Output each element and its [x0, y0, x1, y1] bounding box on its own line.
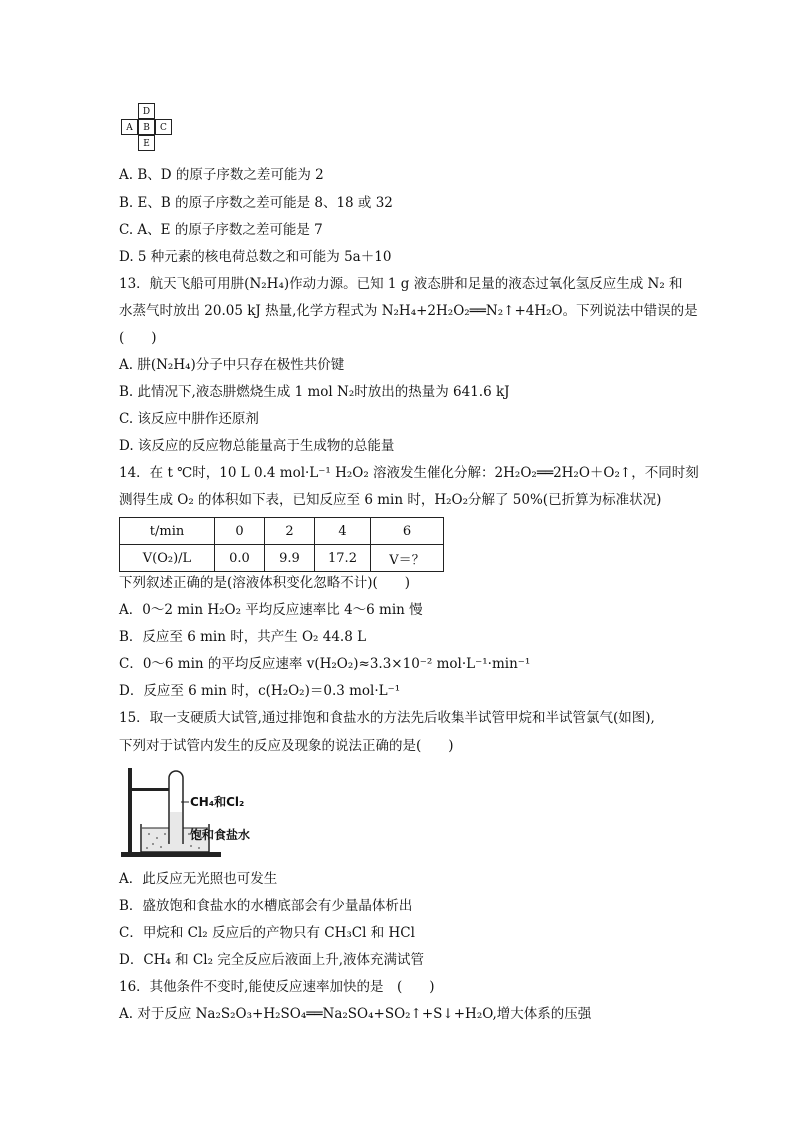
- q15-option-a: A．此反应无光照也可发生: [119, 871, 278, 887]
- q13-option-b: B. 此情况下,液态肼燃烧生成 1 mol N₂时放出的热量为 641.6 kJ: [119, 384, 510, 400]
- table-header-cell: 6: [371, 518, 444, 545]
- q14-option-c: C．0～6 min 的平均反应速率 v(H₂O₂)≈3.3×10⁻² mol·L⁻¹·min⁻¹: [119, 656, 531, 672]
- table-header-row: [120, 518, 444, 545]
- q14-stem-line3: 下列叙述正确的是(溶液体积变化忽略不计)( ): [119, 575, 411, 591]
- table-header-cell: 2: [265, 518, 315, 545]
- q12-option-a: A. B、D 的原子序数之差可能为 2: [119, 167, 324, 183]
- q16-option-a: A. 对于反应 Na₂S₂O₃+H₂SO₄══Na₂SO₄+SO₂↑+S↓+H₂O,增大体系的压强: [119, 1006, 592, 1022]
- q12-option-d: D. 5 种元素的核电荷总数之和可能为 5a＋10: [119, 249, 392, 265]
- table-cell: 0.0: [215, 545, 265, 572]
- q13-option-c: C. 该反应中肼作还原剂: [119, 411, 259, 427]
- grid-cell-b: B: [138, 119, 155, 135]
- grid-cell-a: A: [121, 119, 138, 135]
- q12-option-c: C. A、E 的原子序数之差可能是 7: [119, 222, 323, 238]
- oxygen-volume-table: [119, 517, 444, 572]
- table-row: [120, 545, 444, 572]
- q15-stem-line1: 15．取一支硬质大试管,通过排饱和食盐水的方法先后收集半试管甲烷和半试管氯气(如图),: [119, 710, 655, 726]
- test-tube-apparatus-figure: [119, 764, 289, 866]
- q15-stem-line2: 下列对于试管内发生的反应及现象的说法正确的是( ): [119, 738, 454, 754]
- q13-option-a: A. 肼(N₂H₄)分子中只存在极性共价键: [119, 357, 345, 373]
- q16-stem: 16．其他条件不变时,能使反应速率加快的是 ( ): [119, 979, 435, 995]
- q12-option-b: B. E、B 的原子序数之差可能是 8、18 或 32: [119, 195, 393, 211]
- grid-cell-c: C: [155, 119, 172, 135]
- q13-option-d: D. 该反应的反应物总能量高于生成物的总能量: [119, 438, 395, 454]
- q15-option-d: D．CH₄ 和 Cl₂ 完全反应后液面上升,液体充满试管: [119, 952, 425, 968]
- table-header-cell: t/min: [120, 518, 215, 545]
- q14-option-b: B．反应至 6 min 时，共产生 O₂ 44.8 L: [119, 629, 367, 645]
- q13-stem-line2: 水蒸气时放出 20.05 kJ 热量,化学方程式为 N₂H₄+2H₂O₂══N₂↑+4H₂O。下列说法中错误的是: [119, 303, 698, 319]
- q14-option-d: D．反应至 6 min 时，c(H₂O₂)＝0.3 mol·L⁻¹: [119, 683, 401, 699]
- q15-option-b: B．盛放饱和食盐水的水槽底部会有少量晶体析出: [119, 898, 413, 914]
- grid-cell-e: E: [138, 135, 155, 151]
- q13-stem-line1: 13．航天飞船可用肼(N₂H₄)作动力源。已知 1 g 液态肼和足量的液态过氧化氢反应生成 N₂ 和: [119, 276, 683, 292]
- q15-option-c: C．甲烷和 Cl₂ 反应后的产物只有 CH₃Cl 和 HCl: [119, 925, 415, 941]
- liquid-label: 饱和食盐水: [190, 828, 251, 842]
- grid-cell-d: D: [138, 103, 155, 119]
- q14-stem-line2: 测得生成 O₂ 的体积如下表，已知反应至 6 min 时，H₂O₂分解了 50%(已折算为标准状况): [119, 492, 662, 508]
- table-cell: V(O₂)/L: [120, 545, 215, 572]
- apparatus-drawing: [119, 764, 289, 862]
- q14-stem-line1: 14．在 t ℃时，10 L 0.4 mol·L⁻¹ H₂O₂ 溶液发生催化分解：2H₂O₂══2H₂O＋O₂↑，不同时刻: [119, 465, 699, 481]
- table-header-cell: 4: [315, 518, 371, 545]
- q14-option-a: A．0～2 min H₂O₂ 平均反应速率比 4～6 min 慢: [119, 602, 423, 618]
- table-cell: V＝？: [371, 545, 444, 572]
- table-cell: 17.2: [315, 545, 371, 572]
- table-header-cell: 0: [215, 518, 265, 545]
- gas-label: CH₄和Cl₂: [190, 795, 245, 809]
- table-cell: 9.9: [265, 545, 315, 572]
- q13-stem-line3: ( ): [119, 330, 157, 346]
